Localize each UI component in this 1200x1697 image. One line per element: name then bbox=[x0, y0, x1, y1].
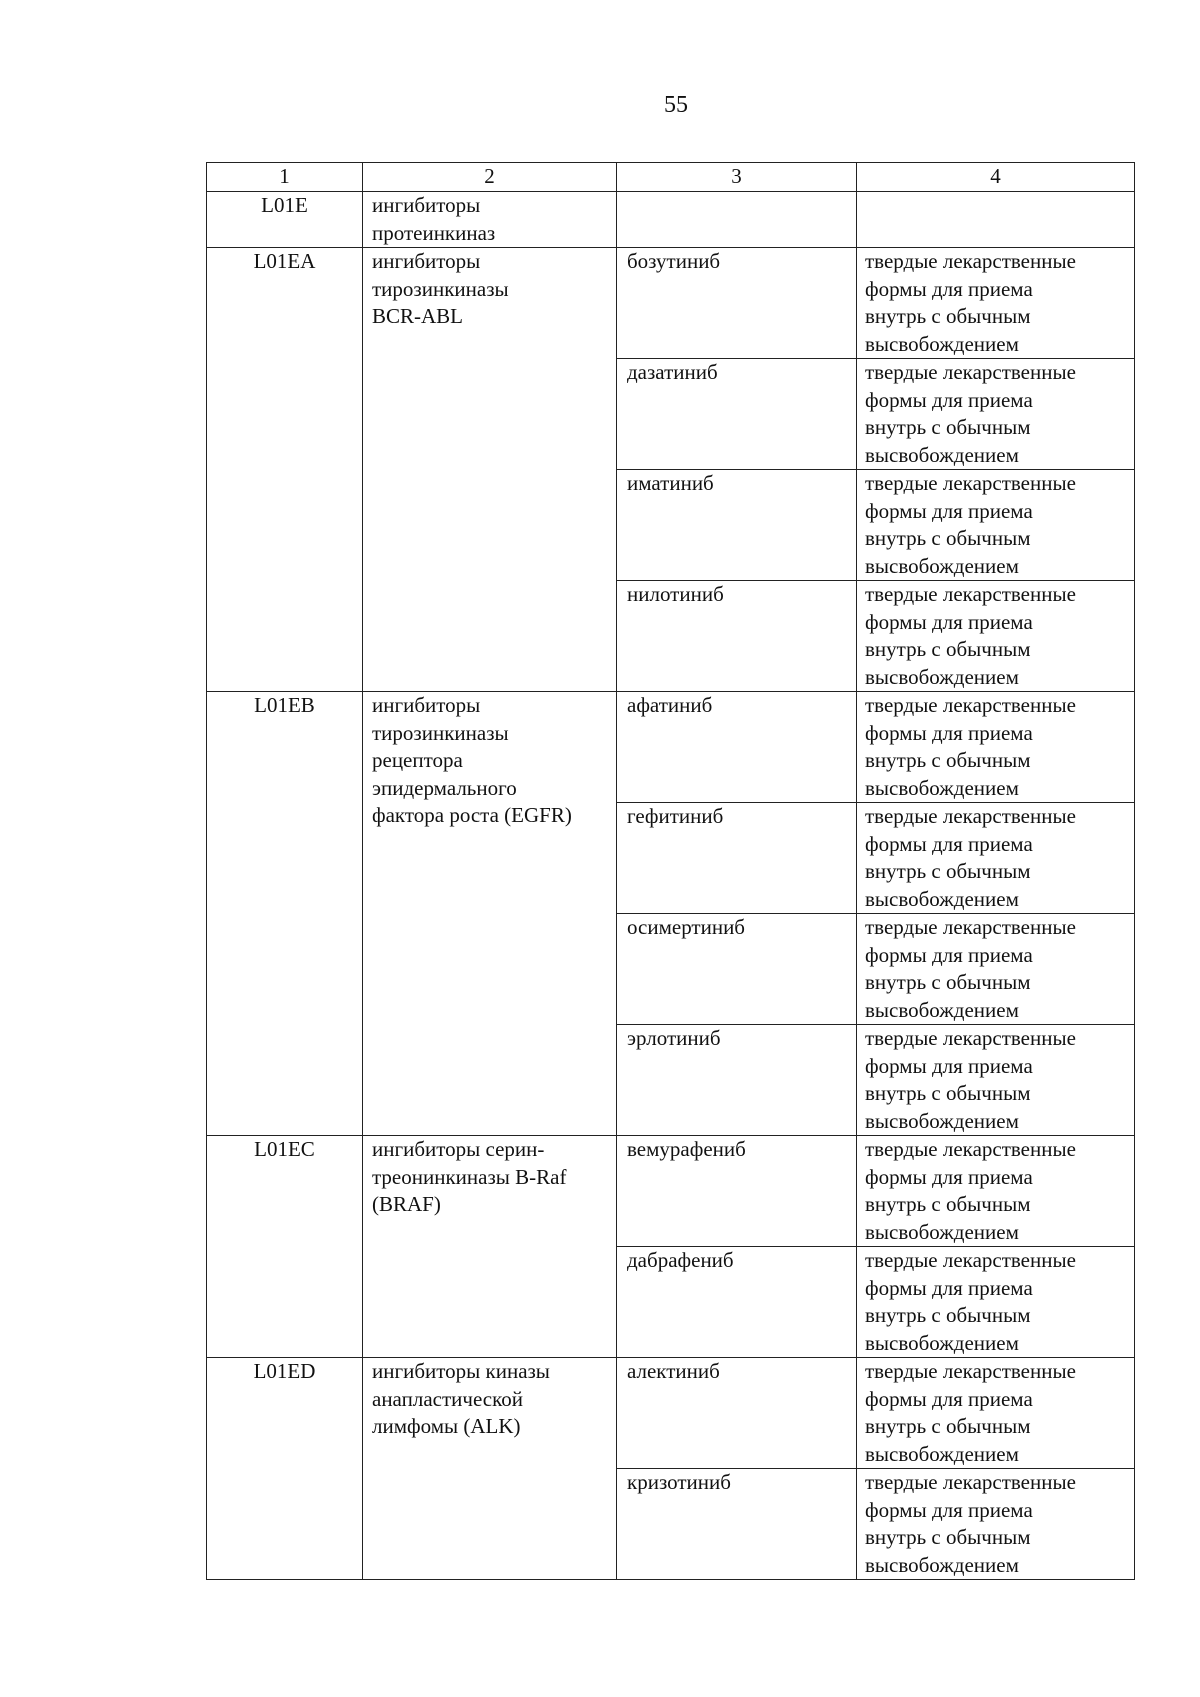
drug-name-cell: дазатиниб bbox=[617, 359, 857, 470]
drug-name-cell: бозутиниб bbox=[617, 248, 857, 359]
dosage-form-line: внутрь с обычным bbox=[865, 304, 1031, 328]
dosage-form-line: твердые лекарственные bbox=[865, 1248, 1076, 1272]
dosage-form-line: твердые лекарственные bbox=[865, 360, 1076, 384]
dosage-form-cell bbox=[857, 692, 1135, 803]
group-name-line: тирозинкиназы bbox=[372, 720, 509, 745]
dosage-form-line: формы для приема bbox=[865, 942, 1033, 967]
table-body bbox=[207, 163, 1135, 1580]
dosage-form-line: внутрь с обычным bbox=[865, 1081, 1031, 1105]
group-name-line: BCR-ABL bbox=[372, 304, 464, 328]
group-name-line: ингибиторы bbox=[372, 693, 481, 717]
dosage-form-line: формы для приема bbox=[865, 720, 1033, 745]
dosage-form-line: высвобождением bbox=[865, 331, 1019, 356]
drug-name-cell: осимертиниб bbox=[617, 914, 857, 1025]
dosage-form-line: внутрь с обычным bbox=[865, 637, 1031, 661]
dosage-form-line: высвобождением bbox=[865, 1108, 1019, 1133]
dosage-form-cell bbox=[857, 1247, 1135, 1358]
drug-table bbox=[206, 162, 1135, 1580]
page-number: 55 bbox=[664, 92, 688, 118]
dosage-form-line: высвобождением bbox=[865, 775, 1019, 800]
dosage-form-cell bbox=[857, 803, 1135, 914]
dosage-form-line: формы для приема bbox=[865, 1164, 1033, 1189]
group-name-cell bbox=[363, 1358, 617, 1580]
dosage-form-line: внутрь с обычным bbox=[865, 970, 1031, 994]
group-name-cell bbox=[363, 1136, 617, 1358]
table-row bbox=[207, 692, 1135, 803]
group-name-line: ингибиторы серин- bbox=[372, 1137, 545, 1161]
dosage-form-line: твердые лекарственные bbox=[865, 1359, 1076, 1383]
dosage-form-line: твердые лекарственные bbox=[865, 471, 1076, 495]
group-name-cell bbox=[363, 248, 617, 692]
dosage-form-cell bbox=[857, 192, 1135, 248]
atc-code-cell: L01EA bbox=[207, 248, 363, 692]
dosage-form-cell bbox=[857, 581, 1135, 692]
dosage-form-cell bbox=[857, 1469, 1135, 1580]
group-name-line: ингибиторы киназы bbox=[372, 1359, 550, 1383]
drug-name-cell: эрлотиниб bbox=[617, 1025, 857, 1136]
dosage-form-line: твердые лекарственные bbox=[865, 915, 1076, 939]
dosage-form-line: внутрь с обычным bbox=[865, 748, 1031, 772]
dosage-form-line: высвобождением bbox=[865, 1330, 1019, 1355]
dosage-form-line: высвобождением bbox=[865, 886, 1019, 911]
drug-name-cell: гефитиниб bbox=[617, 803, 857, 914]
column-header: 2 bbox=[363, 163, 617, 192]
drug-name-cell: афатиниб bbox=[617, 692, 857, 803]
atc-code-cell: L01ED bbox=[207, 1358, 363, 1580]
drug-name-cell: нилотиниб bbox=[617, 581, 857, 692]
dosage-form-line: формы для приема bbox=[865, 387, 1033, 412]
dosage-form-line: внутрь с обычным bbox=[865, 859, 1031, 883]
dosage-form-line: твердые лекарственные bbox=[865, 1026, 1076, 1050]
group-name-line: ингибиторы bbox=[372, 249, 481, 273]
group-name-line: фактора роста (EGFR) bbox=[372, 803, 572, 827]
dosage-form-line: твердые лекарственные bbox=[865, 804, 1076, 828]
group-name-line: тирозинкиназы bbox=[372, 276, 509, 301]
group-name-line: треонинкиназы B-Raf bbox=[372, 1164, 567, 1189]
dosage-form-line: формы для приема bbox=[865, 498, 1033, 523]
group-name-cell bbox=[363, 192, 617, 248]
dosage-form-line: высвобождением bbox=[865, 1219, 1019, 1244]
dosage-form-cell bbox=[857, 1136, 1135, 1247]
dosage-form-cell bbox=[857, 1358, 1135, 1469]
atc-code-cell: L01EC bbox=[207, 1136, 363, 1358]
dosage-form-line: внутрь с обычным bbox=[865, 1414, 1031, 1438]
dosage-form-line: высвобождением bbox=[865, 442, 1019, 467]
dosage-form-line: внутрь с обычным bbox=[865, 1192, 1031, 1216]
group-name-line: (BRAF) bbox=[372, 1192, 441, 1216]
dosage-form-line: формы для приема bbox=[865, 1386, 1033, 1411]
table-row bbox=[207, 1136, 1135, 1247]
dosage-form-line: твердые лекарственные bbox=[865, 693, 1076, 717]
table-row bbox=[207, 192, 1135, 248]
dosage-form-line: высвобождением bbox=[865, 664, 1019, 689]
dosage-form-line: твердые лекарственные bbox=[865, 249, 1076, 273]
dosage-form-line: формы для приема bbox=[865, 1053, 1033, 1078]
group-name-line: рецептора bbox=[372, 748, 463, 772]
dosage-form-line: твердые лекарственные bbox=[865, 1470, 1076, 1494]
dosage-form-cell bbox=[857, 914, 1135, 1025]
dosage-form-line: формы для приема bbox=[865, 1275, 1033, 1300]
dosage-form-line: внутрь с обычным bbox=[865, 1525, 1031, 1549]
dosage-form-cell bbox=[857, 359, 1135, 470]
dosage-form-line: формы для приема bbox=[865, 1497, 1033, 1522]
atc-code-cell: L01E bbox=[207, 192, 363, 248]
group-name-line: протеинкиназ bbox=[372, 220, 496, 245]
header-row bbox=[207, 163, 1135, 192]
drug-name-cell: вемурафениб bbox=[617, 1136, 857, 1247]
dosage-form-line: внутрь с обычным bbox=[865, 415, 1031, 439]
atc-code-cell: L01EB bbox=[207, 692, 363, 1136]
table-row bbox=[207, 1358, 1135, 1469]
dosage-form-line: твердые лекарственные bbox=[865, 582, 1076, 606]
drug-name-cell: алектиниб bbox=[617, 1358, 857, 1469]
column-header: 1 bbox=[207, 163, 363, 192]
drug-name-cell: дабрафениб bbox=[617, 1247, 857, 1358]
dosage-form-line: высвобождением bbox=[865, 1552, 1019, 1577]
dosage-form-line: внутрь с обычным bbox=[865, 1303, 1031, 1327]
dosage-form-line: высвобождением bbox=[865, 997, 1019, 1022]
dosage-form-line: формы для приема bbox=[865, 609, 1033, 634]
drug-name-cell: иматиниб bbox=[617, 470, 857, 581]
group-name-line: эпидермального bbox=[372, 775, 517, 800]
dosage-form-line: формы для приема bbox=[865, 276, 1033, 301]
dosage-form-line: внутрь с обычным bbox=[865, 526, 1031, 550]
group-name-line: лимфомы (ALK) bbox=[372, 1414, 521, 1438]
dosage-form-line: высвобождением bbox=[865, 553, 1019, 578]
dosage-form-cell bbox=[857, 248, 1135, 359]
table-row bbox=[207, 248, 1135, 359]
dosage-form-line: формы для приема bbox=[865, 831, 1033, 856]
column-header: 4 bbox=[857, 163, 1135, 192]
dosage-form-cell bbox=[857, 470, 1135, 581]
dosage-form-line: высвобождением bbox=[865, 1441, 1019, 1466]
group-name-cell bbox=[363, 692, 617, 1136]
group-name-line: ингибиторы bbox=[372, 193, 481, 217]
dosage-form-cell bbox=[857, 1025, 1135, 1136]
dosage-form-line: твердые лекарственные bbox=[865, 1137, 1076, 1161]
drug-name-cell bbox=[617, 192, 857, 248]
group-name-line: анапластической bbox=[372, 1386, 523, 1411]
column-header: 3 bbox=[617, 163, 857, 192]
drug-name-cell: кризотиниб bbox=[617, 1469, 857, 1580]
